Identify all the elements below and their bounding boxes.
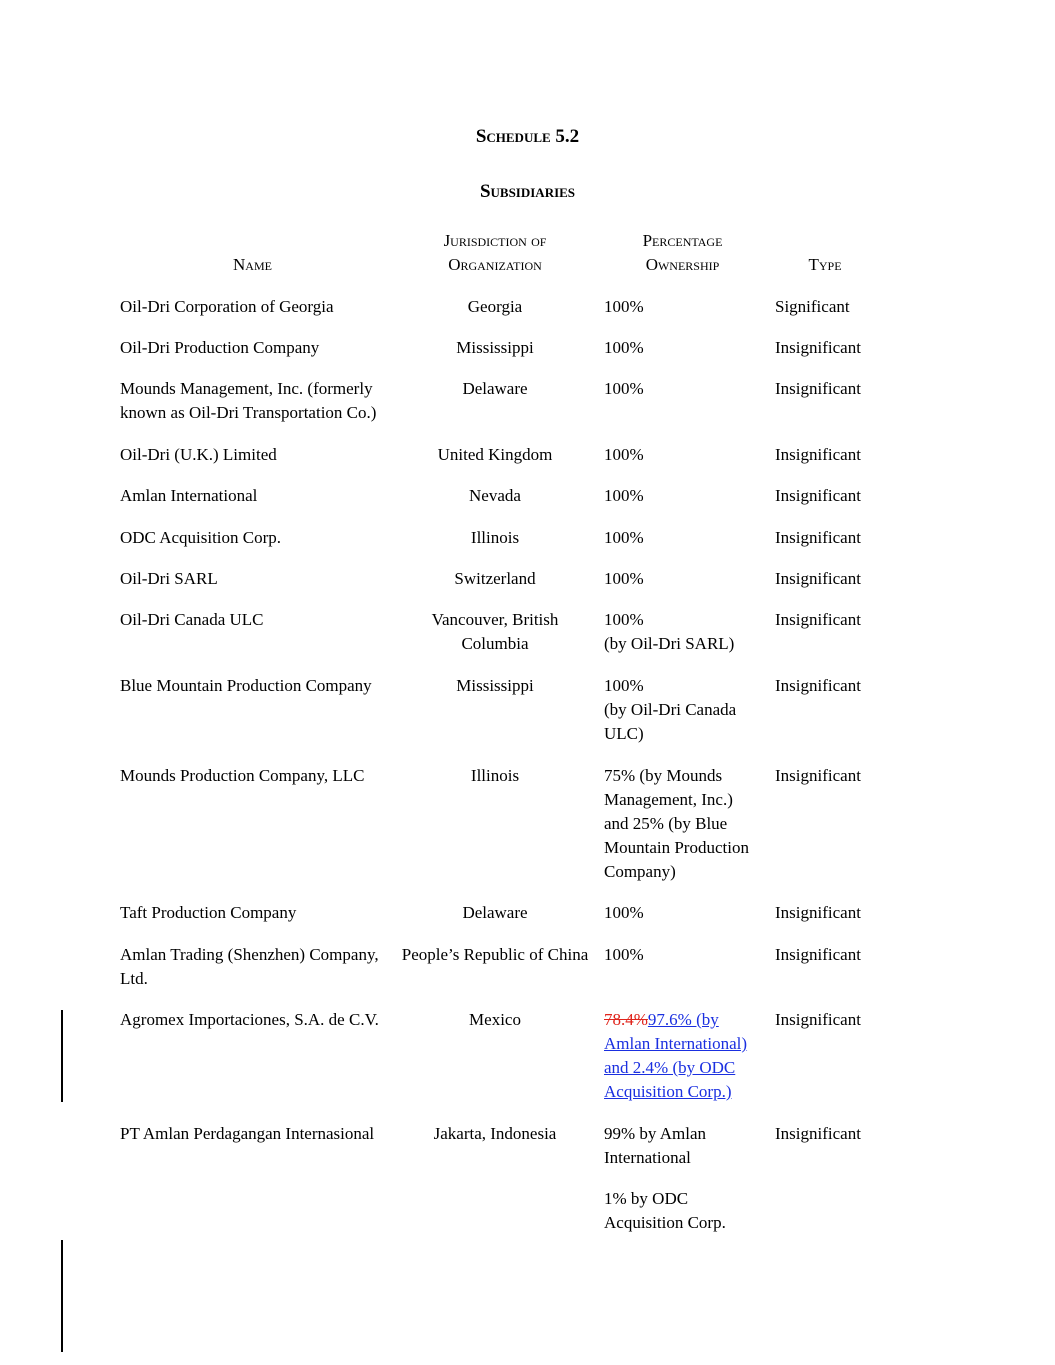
- subsidiary-name: PT Amlan Perdagangan Internasional: [120, 1124, 375, 1143]
- ownership-line: 75% (by Mounds: [604, 766, 723, 785]
- subsidiary-name: Amlan Trading (Shenzhen) Company, Ltd.: [120, 945, 379, 988]
- subsidiary-ownership: [604, 1122, 764, 1235]
- subsidiary-ownership: [604, 295, 764, 319]
- subsidiary-jurisdiction: Mississippi: [456, 338, 534, 357]
- ownership-line: [604, 1008, 764, 1032]
- paragraph-gap: [604, 1170, 764, 1187]
- subsidiary-ownership: [604, 443, 764, 467]
- ownership-line: 100%: [604, 297, 644, 316]
- subsidiary-ownership: [604, 608, 764, 656]
- subsidiary-jurisdiction: Delaware: [462, 379, 528, 398]
- subsidiary-name: Oil-Dri Corporation of Georgia: [120, 297, 334, 316]
- ownership-line: 100%: [604, 569, 644, 588]
- subsidiary-type: Insignificant: [775, 945, 861, 964]
- subsidiary-name: Oil-Dri Production Company: [120, 338, 320, 357]
- header-percentage-line-2: Ownership: [645, 255, 720, 274]
- ownership-line: 100%: [604, 676, 644, 695]
- subsidiary-ownership: [604, 901, 764, 925]
- ownership-line: 99% by Amlan: [604, 1124, 706, 1143]
- subsidiary-name: Oil-Dri SARL: [120, 569, 218, 588]
- subsidiary-name: Mounds Management, Inc. (formerly known as Oil-Dri Transportation Co.): [120, 379, 377, 422]
- subsidiary-ownership: [604, 526, 764, 550]
- subsidiary-type: Insignificant: [775, 1010, 861, 1029]
- schedule-title: Schedule 5.2: [475, 126, 580, 147]
- subsidiary-jurisdiction: Georgia: [467, 297, 523, 316]
- subsidiary-type: Insignificant: [775, 486, 861, 505]
- ownership-line: and 25% (by Blue: [604, 814, 728, 833]
- ownership-line: ULC): [604, 724, 644, 743]
- header-percentage-line-1: Percentage: [642, 231, 723, 250]
- ownership-line: (by Oil-Dri SARL): [604, 634, 735, 653]
- section-title: Subsidiaries: [479, 181, 576, 202]
- subsidiary-type: Insignificant: [775, 528, 861, 547]
- ownership-line: 100%: [604, 528, 644, 547]
- subsidiary-type: Insignificant: [775, 1124, 861, 1143]
- ownership-line: 100%: [604, 486, 644, 505]
- inserted-text: Amlan International): [604, 1034, 748, 1053]
- subsidiary-name: Taft Production Company: [120, 903, 297, 922]
- subsidiary-name: Oil-Dri Canada ULC: [120, 610, 264, 629]
- header-jurisdiction-line-1: Jurisdiction of: [443, 231, 547, 250]
- subsidiary-ownership: [604, 764, 764, 884]
- inserted-text: and 2.4% (by ODC: [604, 1058, 736, 1077]
- subsidiary-name: Mounds Production Company, LLC: [120, 766, 365, 785]
- subsidiary-jurisdiction: Vancouver, British Columbia: [431, 610, 559, 653]
- ownership-line: 100%: [604, 903, 644, 922]
- subsidiary-type: Insignificant: [775, 676, 861, 695]
- subsidiary-jurisdiction: Jakarta, Indonesia: [433, 1124, 557, 1143]
- subsidiary-ownership: [604, 377, 764, 401]
- subsidiary-ownership: [604, 567, 764, 591]
- ownership-line: Management, Inc.): [604, 790, 733, 809]
- subsidiary-name: Agromex Importaciones, S.A. de C.V.: [120, 1010, 379, 1029]
- subsidiary-type: Insignificant: [775, 903, 861, 922]
- ownership-line: Company): [604, 862, 676, 881]
- subsidiary-type: Insignificant: [775, 338, 861, 357]
- subsidiary-ownership: [604, 1008, 764, 1104]
- subsidiary-name: Blue Mountain Production Company: [120, 676, 372, 695]
- ownership-line: 1% by ODC: [604, 1189, 689, 1208]
- subsidiary-jurisdiction: People’s Republic of China: [401, 945, 589, 964]
- inserted-text: Acquisition Corp.): [604, 1082, 732, 1101]
- subsidiary-jurisdiction: Illinois: [470, 766, 520, 785]
- subsidiary-jurisdiction: Mississippi: [456, 676, 534, 695]
- revision-change-bar: [61, 1240, 63, 1352]
- revision-change-bar: [61, 1010, 63, 1102]
- subsidiary-ownership: [604, 484, 764, 508]
- ownership-line: (by Oil-Dri Canada: [604, 700, 737, 719]
- header-name: Name: [233, 255, 272, 274]
- subsidiary-jurisdiction: Switzerland: [454, 569, 536, 588]
- subsidiary-jurisdiction: United Kingdom: [437, 445, 553, 464]
- deleted-text: 78.4%: [604, 1010, 648, 1029]
- subsidiary-ownership: [604, 943, 764, 967]
- inserted-text: 97.6% (by: [647, 1010, 719, 1029]
- ownership-line: 100%: [604, 445, 644, 464]
- subsidiary-name: ODC Acquisition Corp.: [120, 528, 282, 547]
- subsidiary-name: Oil-Dri (U.K.) Limited: [120, 445, 277, 464]
- header-percentage: [600, 229, 765, 277]
- ownership-line: 100%: [604, 338, 644, 357]
- subsidiary-jurisdiction: Mexico: [469, 1010, 521, 1029]
- subsidiary-type: Insignificant: [775, 569, 861, 588]
- subsidiary-jurisdiction: Illinois: [470, 528, 520, 547]
- ownership-line: Mountain Production: [604, 838, 749, 857]
- subsidiary-type: Insignificant: [775, 766, 861, 785]
- subsidiary-jurisdiction: Delaware: [462, 903, 528, 922]
- ownership-line: 100%: [604, 945, 644, 964]
- ownership-line: 100%: [604, 610, 644, 629]
- header-jurisdiction: [398, 229, 592, 277]
- subsidiary-type: Insignificant: [775, 610, 861, 629]
- ownership-line: 100%: [604, 379, 644, 398]
- header-jurisdiction-line-2: Organization: [448, 255, 542, 274]
- subsidiary-ownership: [604, 674, 764, 746]
- subsidiary-ownership: [604, 336, 764, 360]
- ownership-line: Acquisition Corp.: [604, 1213, 726, 1232]
- subsidiary-type: Significant: [775, 297, 850, 316]
- subsidiary-jurisdiction: Nevada: [469, 486, 521, 505]
- ownership-line: International: [604, 1148, 691, 1167]
- subsidiary-type: Insignificant: [775, 445, 861, 464]
- subsidiary-name: Amlan International: [120, 486, 258, 505]
- subsidiary-type: Insignificant: [775, 379, 861, 398]
- header-type: Type: [808, 255, 842, 274]
